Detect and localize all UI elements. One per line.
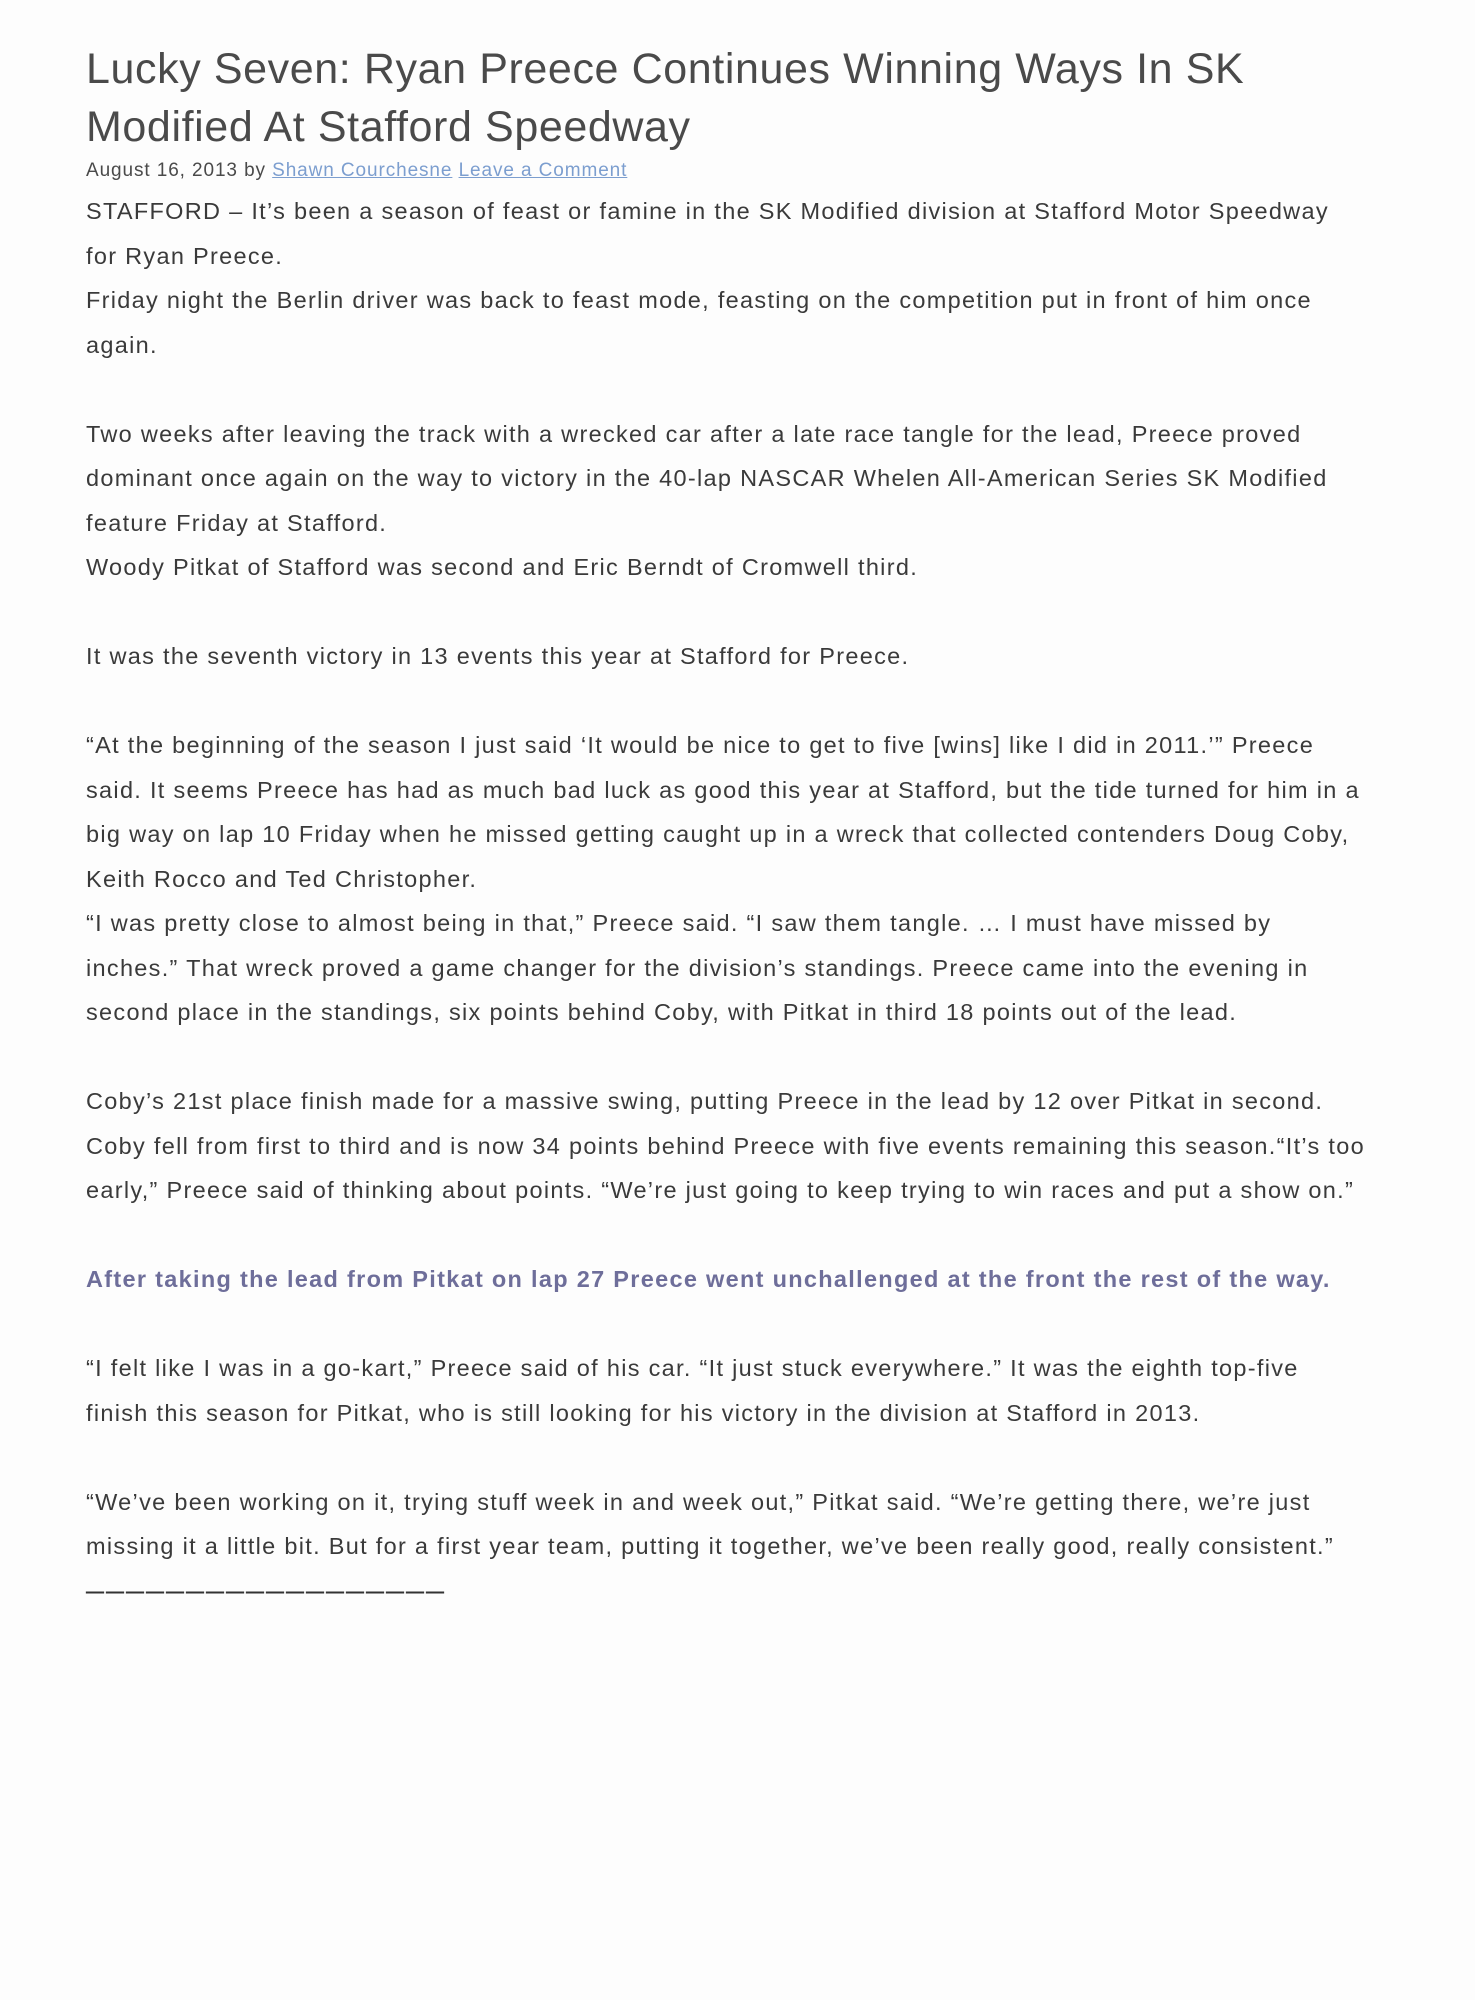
paragraph-7: “I was pretty close to almost being in that,” Preece said. “I saw them tangle. … I must have missed by inches.” That wreck proved a game changer for the division’s standings. Preece came into the evening in second place in the standings, six points behind Coby, with Pitkat in third 18 points out of the lead. bbox=[86, 910, 1309, 1025]
leave-comment-link[interactable]: Leave a Comment bbox=[458, 160, 628, 181]
paragraph-11: “We’ve been working on it, trying stuff week in and week out,” Pitkat said. “We’re getting there, we’re just missing it a little bit. But for a first year team, putting it together, we’ve been really good, really consistent.” bbox=[86, 1488, 1334, 1559]
article bbox=[86, 40, 1366, 1610]
paragraph-4: Woody Pitkat of Stafford was second and Eric Berndt of Cromwell third. bbox=[86, 554, 919, 580]
paragraph-10: “I felt like I was in a go-kart,” Preece said of his car. “It just stuck everywhere.” It was the eighth top-five finish this season for Pitkat, who is still looking for his victory in the division at Stafford in 2013. bbox=[86, 1355, 1299, 1426]
article-body bbox=[86, 189, 1366, 1610]
paragraph-3: Two weeks after leaving the track with a wrecked car after a late race tangle for the lead, Preece proved dominant once again on the way to victory in the 40-lap NASCAR Whelen All-American Series SK Modified feature Friday at Stafford. bbox=[86, 420, 1328, 536]
by-label: by bbox=[244, 160, 266, 181]
author-link[interactable]: Shawn Courchesne bbox=[272, 160, 453, 181]
paragraph-2: Friday night the Berlin driver was back to feast mode, feasting on the competition put in front of him once again. bbox=[86, 287, 1312, 358]
article-meta bbox=[86, 159, 1366, 183]
divider-line: —————————————————— bbox=[86, 1576, 447, 1610]
article-title: Lucky Seven: Ryan Preece Continues Winning Ways In SK Modified At Stafford Speedway bbox=[86, 45, 1245, 151]
paragraph-8: Coby’s 21st place finish made for a massive swing, putting Preece in the lead by 12 over Pitkat in second. Coby fell from first to third and is now 34 points behind Preece with five events remaining this season.“It’s too early,” Preece said of thinking about points. “We’re just going to keep trying to win races and put a show on.” bbox=[86, 1088, 1365, 1203]
publish-date: August 16, 2013 bbox=[86, 160, 238, 181]
paragraph-1: STAFFORD – It’s been a season of feast or famine in the SK Modified division at Stafford Motor Speedway for Ryan Preece. bbox=[86, 198, 1329, 269]
paragraph-6: “At the beginning of the season I just said ‘It would be nice to get to five [wins] like I did in 2011.’” Preece said. It seems Preece has had as much bad luck as good this year at Stafford, but the tide turned for him in a big way on lap 10 Friday when he missed getting caught up in a wreck that collected contenders Doug Coby, Keith Rocco and Ted Christopher. bbox=[86, 732, 1360, 892]
paragraph-5: It was the seventh victory in 13 events this year at Stafford for Preece. bbox=[86, 643, 910, 669]
paragraph-9-highlight: After taking the lead from Pitkat on lap 27 Preece went unchallenged at the front the rest of the way. bbox=[86, 1266, 1331, 1292]
